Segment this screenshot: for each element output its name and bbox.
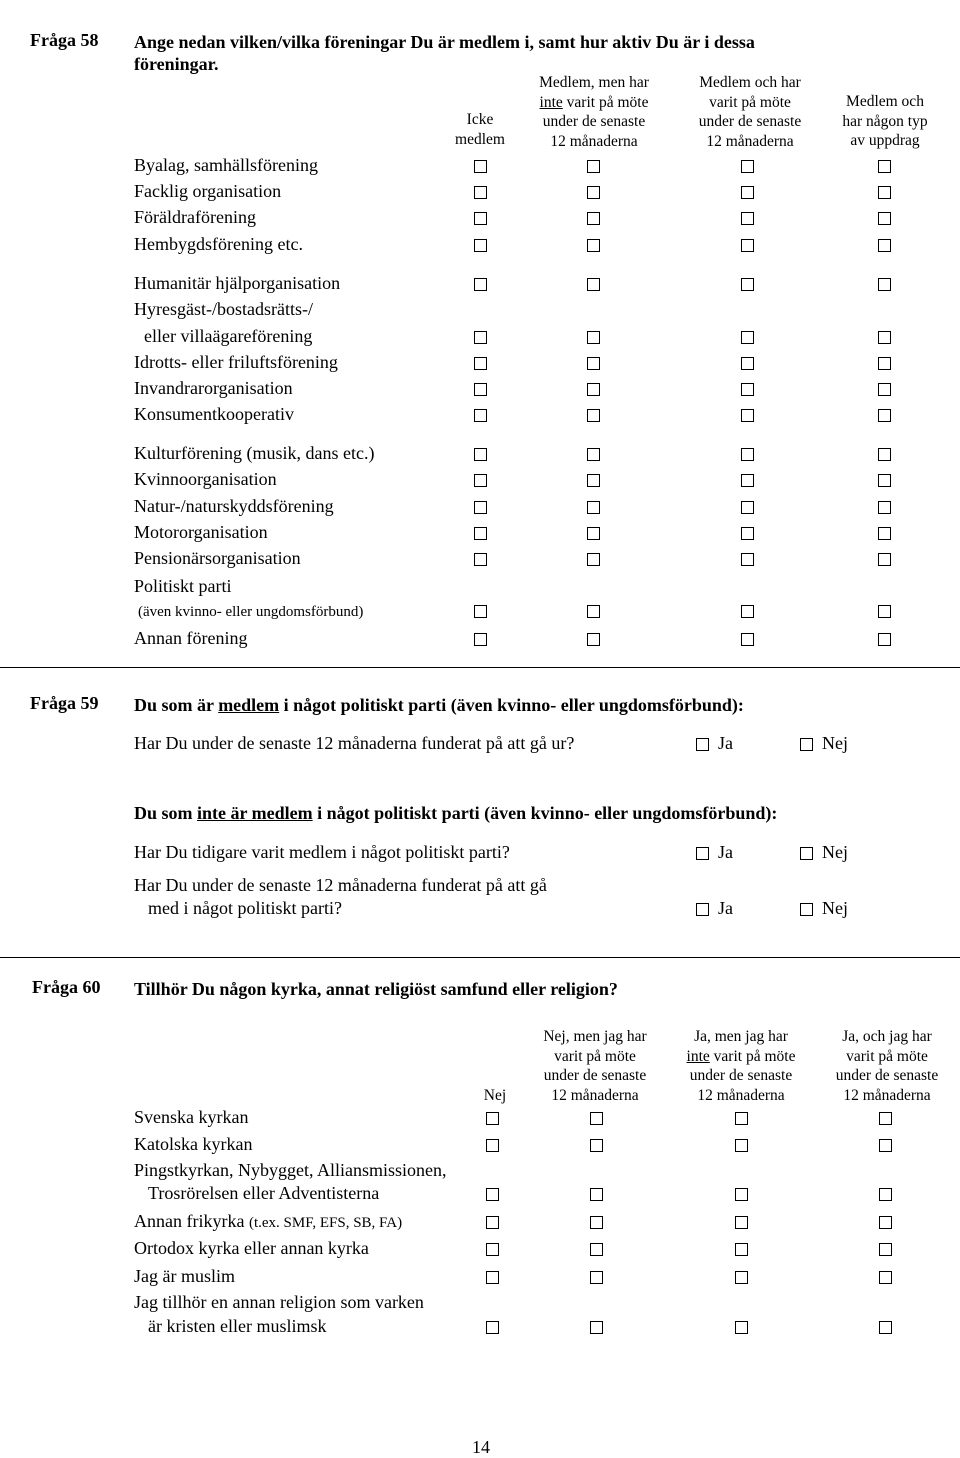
q58-checkbox[interactable] [474,527,487,540]
q60-checkbox[interactable] [590,1271,603,1284]
q58-row-label: Humanitär hjälporganisation [134,273,341,293]
q58-checkbox[interactable] [878,278,891,291]
q58-checkbox[interactable] [474,383,487,396]
q58-row-label: Annan förening [134,628,248,648]
q60-checkbox[interactable] [879,1188,892,1201]
q60-checkbox[interactable] [735,1112,748,1125]
q58-col-header-member-no-meeting: Medlem, men har inte varit på möte under de senaste 12 månaderna [539,74,649,150]
q60-checkbox[interactable] [590,1188,603,1201]
q58-checkbox[interactable] [741,160,754,173]
q58-checkbox[interactable] [741,448,754,461]
q59-number: Fråga 59 [30,693,99,713]
q58-checkbox[interactable] [878,186,891,199]
q58-title-line2: föreningar. [134,54,219,74]
q60-col-header-yes-meeting: Ja, och jag har varit på möte under de senaste 12 månaderna [835,1028,939,1104]
q60-checkbox[interactable] [486,1216,499,1229]
q60-col-header-no: Nej [483,1087,507,1104]
q59-part1-question: Har Du under de senaste 12 månaderna funderat på att gå ur? [134,733,575,753]
q58-checkbox[interactable] [878,239,891,252]
q60-checkbox[interactable] [735,1139,748,1152]
q58-checkbox[interactable] [587,474,600,487]
q58-checkbox[interactable] [474,212,487,225]
q58-checkbox[interactable] [741,501,754,514]
q60-checkbox[interactable] [486,1139,499,1152]
q58-checkbox[interactable] [878,448,891,461]
q60-checkbox[interactable] [590,1216,603,1229]
q58-checkbox[interactable] [587,331,600,344]
q58-checkbox[interactable] [587,605,600,618]
q58-checkbox[interactable] [587,186,600,199]
q60-checkbox[interactable] [879,1139,892,1152]
q59-part1-no-checkbox[interactable] [800,738,813,751]
q59-part2-question2-line2: med i något politiskt parti? [148,898,342,918]
q60-row-label: Katolska kyrkan [134,1134,253,1154]
q60-checkbox[interactable] [486,1321,499,1334]
q58-row-label: Idrotts- eller friluftsförening [134,352,338,372]
q59-no-label: Nej [822,898,848,918]
q58-col-header-assignment: Medlem och har någon typ av uppdrag [842,93,928,149]
q59-part2-q1-yes-checkbox[interactable] [696,847,709,860]
q58-checkbox[interactable] [878,474,891,487]
q58-title-line1: Ange nedan vilken/vilka föreningar Du är medlem i, samt hur aktiv Du är i dessa [134,32,755,52]
q59-part2-question1: Har Du tidigare varit medlem i något politiskt parti? [134,842,510,862]
q59-part2-q2-yes-checkbox[interactable] [696,903,709,916]
q58-checkbox[interactable] [878,212,891,225]
q58-checkbox[interactable] [878,527,891,540]
q60-checkbox[interactable] [486,1243,499,1256]
q58-row-label: Byalag, samhällsförening [134,155,318,175]
q60-checkbox[interactable] [735,1321,748,1334]
q58-row-label: Natur-/naturskyddsförening [134,496,334,516]
q58-checkbox[interactable] [474,501,487,514]
q58-col-header-not-member: Icke medlem [455,111,505,148]
q58-checkbox[interactable] [878,331,891,344]
q60-checkbox[interactable] [879,1321,892,1334]
q58-checkbox[interactable] [878,357,891,370]
q60-row-label: är kristen eller muslimsk [148,1316,327,1336]
q60-checkbox[interactable] [735,1243,748,1256]
q58-checkbox[interactable] [878,633,891,646]
q58-checkbox[interactable] [878,501,891,514]
q60-col-header-no-but-meeting: Nej, men jag har varit på möte under de senaste 12 månaderna [543,1028,647,1104]
q58-checkbox[interactable] [878,160,891,173]
q58-checkbox[interactable] [587,409,600,422]
q59-part2-q1-no-checkbox[interactable] [800,847,813,860]
q60-number: Fråga 60 [32,977,101,997]
q59-part2-question2-line1: Har Du under de senaste 12 månaderna funderat på att gå [134,875,547,895]
q58-checkbox[interactable] [474,448,487,461]
q59-no-label: Nej [822,842,848,862]
q58-checkbox[interactable] [474,605,487,618]
q58-row-label: Facklig organisation [134,181,282,201]
q58-checkbox[interactable] [587,553,600,566]
q58-checkbox[interactable] [878,553,891,566]
q58-checkbox[interactable] [587,383,600,396]
q58-checkbox[interactable] [741,186,754,199]
q58-row-label: Kvinnoorganisation [134,469,277,489]
q59-part1-yes-checkbox[interactable] [696,738,709,751]
q58-checkbox[interactable] [741,278,754,291]
q58-checkbox[interactable] [587,633,600,646]
divider [0,957,960,958]
q59-part2-q2-no-checkbox[interactable] [800,903,813,916]
q58-row-label: Invandrarorganisation [134,378,293,398]
q58-col-header-member-meeting: Medlem och har varit på möte under de senaste 12 månaderna [698,74,802,150]
q60-row-label: Ortodox kyrka eller annan kyrka [134,1238,369,1258]
q60-row-label: Jag är muslim [134,1266,235,1286]
q58-checkbox[interactable] [741,212,754,225]
q59-part2-title: Du som inte är medlem i något politiskt parti (även kvinno- eller ungdomsförbund): [134,803,778,823]
q58-checkbox[interactable] [741,383,754,396]
q58-number: Fråga 58 [30,30,99,50]
page-number: 14 [472,1437,490,1457]
q58-checkbox[interactable] [474,278,487,291]
q58-checkbox[interactable] [587,527,600,540]
q60-row-label: Svenska kyrkan [134,1107,249,1127]
q59-no-label: Nej [822,733,848,753]
q60-checkbox[interactable] [590,1112,603,1125]
q60-checkbox[interactable] [879,1243,892,1256]
q58-row-label: Kulturförening (musik, dans etc.) [134,443,375,463]
q58-checkbox[interactable] [741,553,754,566]
q59-yes-label: Ja [718,898,733,918]
q58-checkbox[interactable] [474,633,487,646]
q58-checkbox[interactable] [741,474,754,487]
q58-row-label: Föräldraförening [134,207,256,227]
q58-row-label: Politiskt parti [134,576,232,596]
q58-checkbox[interactable] [587,448,600,461]
q58-row-label: eller villaägareförening [144,326,313,346]
q58-checkbox[interactable] [474,357,487,370]
q58-checkbox[interactable] [741,239,754,252]
q58-checkbox[interactable] [741,331,754,344]
q58-row-label: Hembygdsförening etc. [134,234,303,254]
q58-row-label: Hyresgäst-/bostadsrätts-/ [134,299,313,319]
q60-row-label: Trosrörelsen eller Adventisterna [148,1183,380,1203]
q60-checkbox[interactable] [486,1188,499,1201]
q60-checkbox[interactable] [879,1271,892,1284]
q60-row-label: Annan frikyrka (t.ex. SMF, EFS, SB, FA) [134,1211,403,1231]
q58-checkbox[interactable] [741,409,754,422]
q60-checkbox[interactable] [590,1243,603,1256]
q58-row-label: Motororganisation [134,522,268,542]
q60-checkbox[interactable] [735,1271,748,1284]
q58-checkbox[interactable] [587,239,600,252]
q58-checkbox[interactable] [741,357,754,370]
q58-checkbox[interactable] [741,633,754,646]
q58-checkbox[interactable] [474,160,487,173]
q58-checkbox[interactable] [741,527,754,540]
q58-row-label: Konsumentkooperativ [134,404,294,424]
q59-part1-title: Du som är medlem i något politiskt parti (även kvinno- eller ungdomsförbund): [134,695,744,715]
q58-row-label: Pensionärsorganisation [134,548,301,568]
q58-checkbox[interactable] [474,331,487,344]
q59-yes-label: Ja [718,733,733,753]
q58-row-label: (även kvinno- eller ungdomsförbund) [138,604,364,620]
q58-checkbox[interactable] [474,409,487,422]
q58-checkbox[interactable] [474,553,487,566]
q60-checkbox[interactable] [735,1188,748,1201]
q60-checkbox[interactable] [590,1139,603,1152]
q60-checkbox[interactable] [879,1112,892,1125]
q60-col-header-yes-no-meeting: Ja, men jag har inte varit på möte under de senaste 12 månaderna [686,1028,796,1104]
q60-row-label: Pingstkyrkan, Nybygget, Alliansmissionen, [134,1160,447,1180]
q58-checkbox[interactable] [878,605,891,618]
q58-checkbox[interactable] [878,409,891,422]
q58-checkbox[interactable] [587,160,600,173]
q58-checkbox[interactable] [587,501,600,514]
q60-checkbox[interactable] [486,1271,499,1284]
q58-checkbox[interactable] [587,278,600,291]
q60-row-label: Jag tillhör en annan religion som varken [134,1292,424,1312]
q58-checkbox[interactable] [587,357,600,370]
q58-checkbox[interactable] [587,212,600,225]
q58-checkbox[interactable] [878,383,891,396]
divider [0,667,960,668]
q59-yes-label: Ja [718,842,733,862]
q58-checkbox[interactable] [474,474,487,487]
q60-checkbox[interactable] [590,1321,603,1334]
q58-checkbox[interactable] [741,605,754,618]
q60-checkbox[interactable] [486,1112,499,1125]
q60-checkbox[interactable] [735,1216,748,1229]
q60-checkbox[interactable] [879,1216,892,1229]
q58-checkbox[interactable] [474,186,487,199]
q60-title: Tillhör Du någon kyrka, annat religiöst samfund eller religion? [134,979,618,999]
q58-checkbox[interactable] [474,239,487,252]
